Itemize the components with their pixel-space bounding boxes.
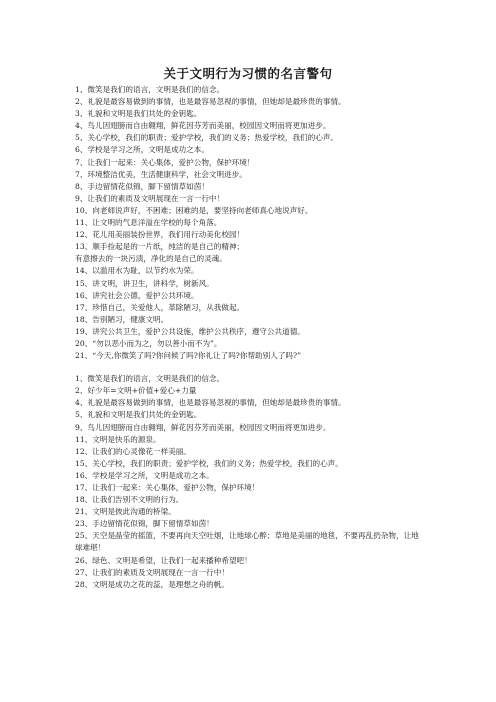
- quote-line: 5、礼貌和文明是我们共处的金钥匙。: [75, 410, 202, 420]
- quote-line: 15、讲文明，讲卫生，讲科学，树新风。: [75, 278, 214, 288]
- quote-line: 19、讲究公共卫生，爱护公共设施，维护公共秩序，遵守公共道德。: [75, 326, 305, 336]
- quote-line: 4、礼貌是最容易做到的事情，也是最容易忽视的事情，但她却是最珍贵的事情。: [75, 398, 346, 408]
- quote-line: 16、讲究社会公德，爱护公共环境。: [75, 290, 199, 300]
- quote-line: 8、手边留情花似锦，脚下留情草如茵！: [75, 181, 209, 191]
- quote-line: 1、微笑是我们的语言，文明是我们的信念。: [75, 85, 225, 94]
- quote-line: 18、让我们告别不文明的行为。: [75, 495, 184, 505]
- section-gap: [75, 362, 425, 373]
- quote-line: 1、微笑是我们的语言，文明是我们的信念。: [75, 374, 225, 384]
- document-title: 关于文明行为习惯的名言警句: [163, 66, 333, 81]
- quote-line: 20、“勿以恶小而为之，勿以善小而不为”。: [75, 338, 222, 348]
- quote-line: 7、环境整洁优美，生活健康科学，社会文明进步。: [75, 169, 247, 179]
- quote-line: 2、礼貌是最容易做到的事情，也是最容易忽视的事情，但她却是最珍贵的事情。: [75, 97, 346, 107]
- quote-line: 10、向老师说声好，不困难；困难的是，要坚持向老师真心地说声好。: [75, 205, 313, 215]
- quote-line: 26、绿色、文明是希望，让我们一起来播种希望吧！: [75, 555, 252, 565]
- quote-line: 11、让文明的气息洋溢在学校的每个角落。: [75, 218, 222, 228]
- quote-line: 13、顺手捡起是的一片纸，纯洁的是自己的精神；: [75, 242, 245, 252]
- quote-line: 12、花儿用美丽装扮世界，我们用行动美化校园！: [75, 230, 245, 240]
- quote-line: 14、以滥用水为耻，以节约水为荣。: [75, 266, 199, 276]
- quotes-section-2: [75, 373, 425, 591]
- quote-line: 21、“今天,你微笑了吗?你问候了吗?你礼让了吗?你帮助别人了吗?”: [75, 351, 301, 361]
- quote-line: 有意擦去的一块污渍，净化的是自己的灵魂。: [75, 254, 227, 264]
- quote-line: 3、礼貌和文明是我们共处的金钥匙。: [75, 109, 202, 119]
- document-body: [75, 84, 425, 591]
- quote-line: 12、让我们的心灵像花一样美丽。: [75, 446, 191, 456]
- quote-line: 6、学校是学习之所，文明是成功之本。: [75, 145, 209, 155]
- quote-line: 21、文明是彼此沟通的桥梁。: [75, 507, 176, 517]
- quote-line: 7、让我们一起来：关心集体，爱护公物，保护环境！: [75, 157, 255, 167]
- quote-line: 15、关心学校，我们的职责；爱护学校，我们的义务；热爱学校，我们的心声。: [75, 458, 343, 468]
- quote-line: 25、天空是晶莹的摇篮，不要再向天空吐烟，让地球心醉；草地是美丽的地毯，不要再乱扔杂物，让地球难堪！: [75, 531, 419, 553]
- quote-line: 17、珍惜自己，关爱他人，革除陋习，从我做起。: [75, 302, 245, 312]
- quote-line: 23、手边留情花似锦，脚下留情草如茵！: [75, 519, 214, 529]
- quote-line: 11、文明是快乐的源泉。: [75, 434, 161, 444]
- quote-line: 4、鸟儿因翅膀而自由翱翔，鲜花因芬芳而美丽，校园因文明而将更加进步。: [75, 121, 331, 131]
- quote-line: 9、让我们的素质及文明展现在一言一行中！: [75, 193, 225, 203]
- quote-line: 17、让我们一起来：关心集体，爱护公物，保护环境！: [75, 483, 260, 492]
- quote-line: 28、文明是成功之花的蕊，是理想之舟的帆。: [75, 579, 229, 589]
- quote-line: 2、好少年=文明+价值+爱心+力量: [75, 386, 197, 396]
- quote-line: 5、关心学校，我们的职责；爱护学校，我们的义务；热爱学校，我们的心声。: [75, 133, 339, 143]
- quote-line: 18、告别陋习，健康文明。: [75, 314, 169, 324]
- quote-line: 16、学校是学习之所，文明是成功之本。: [75, 470, 214, 480]
- quote-line: 27、让我们的素质及文明展现在一言一行中！: [75, 567, 229, 577]
- quotes-section-1: [75, 84, 425, 362]
- quote-line: 9、鸟儿因翅膀而自由翱翔，鲜花因芬芳而美丽，校园因文明而将更加进步。: [75, 422, 331, 432]
